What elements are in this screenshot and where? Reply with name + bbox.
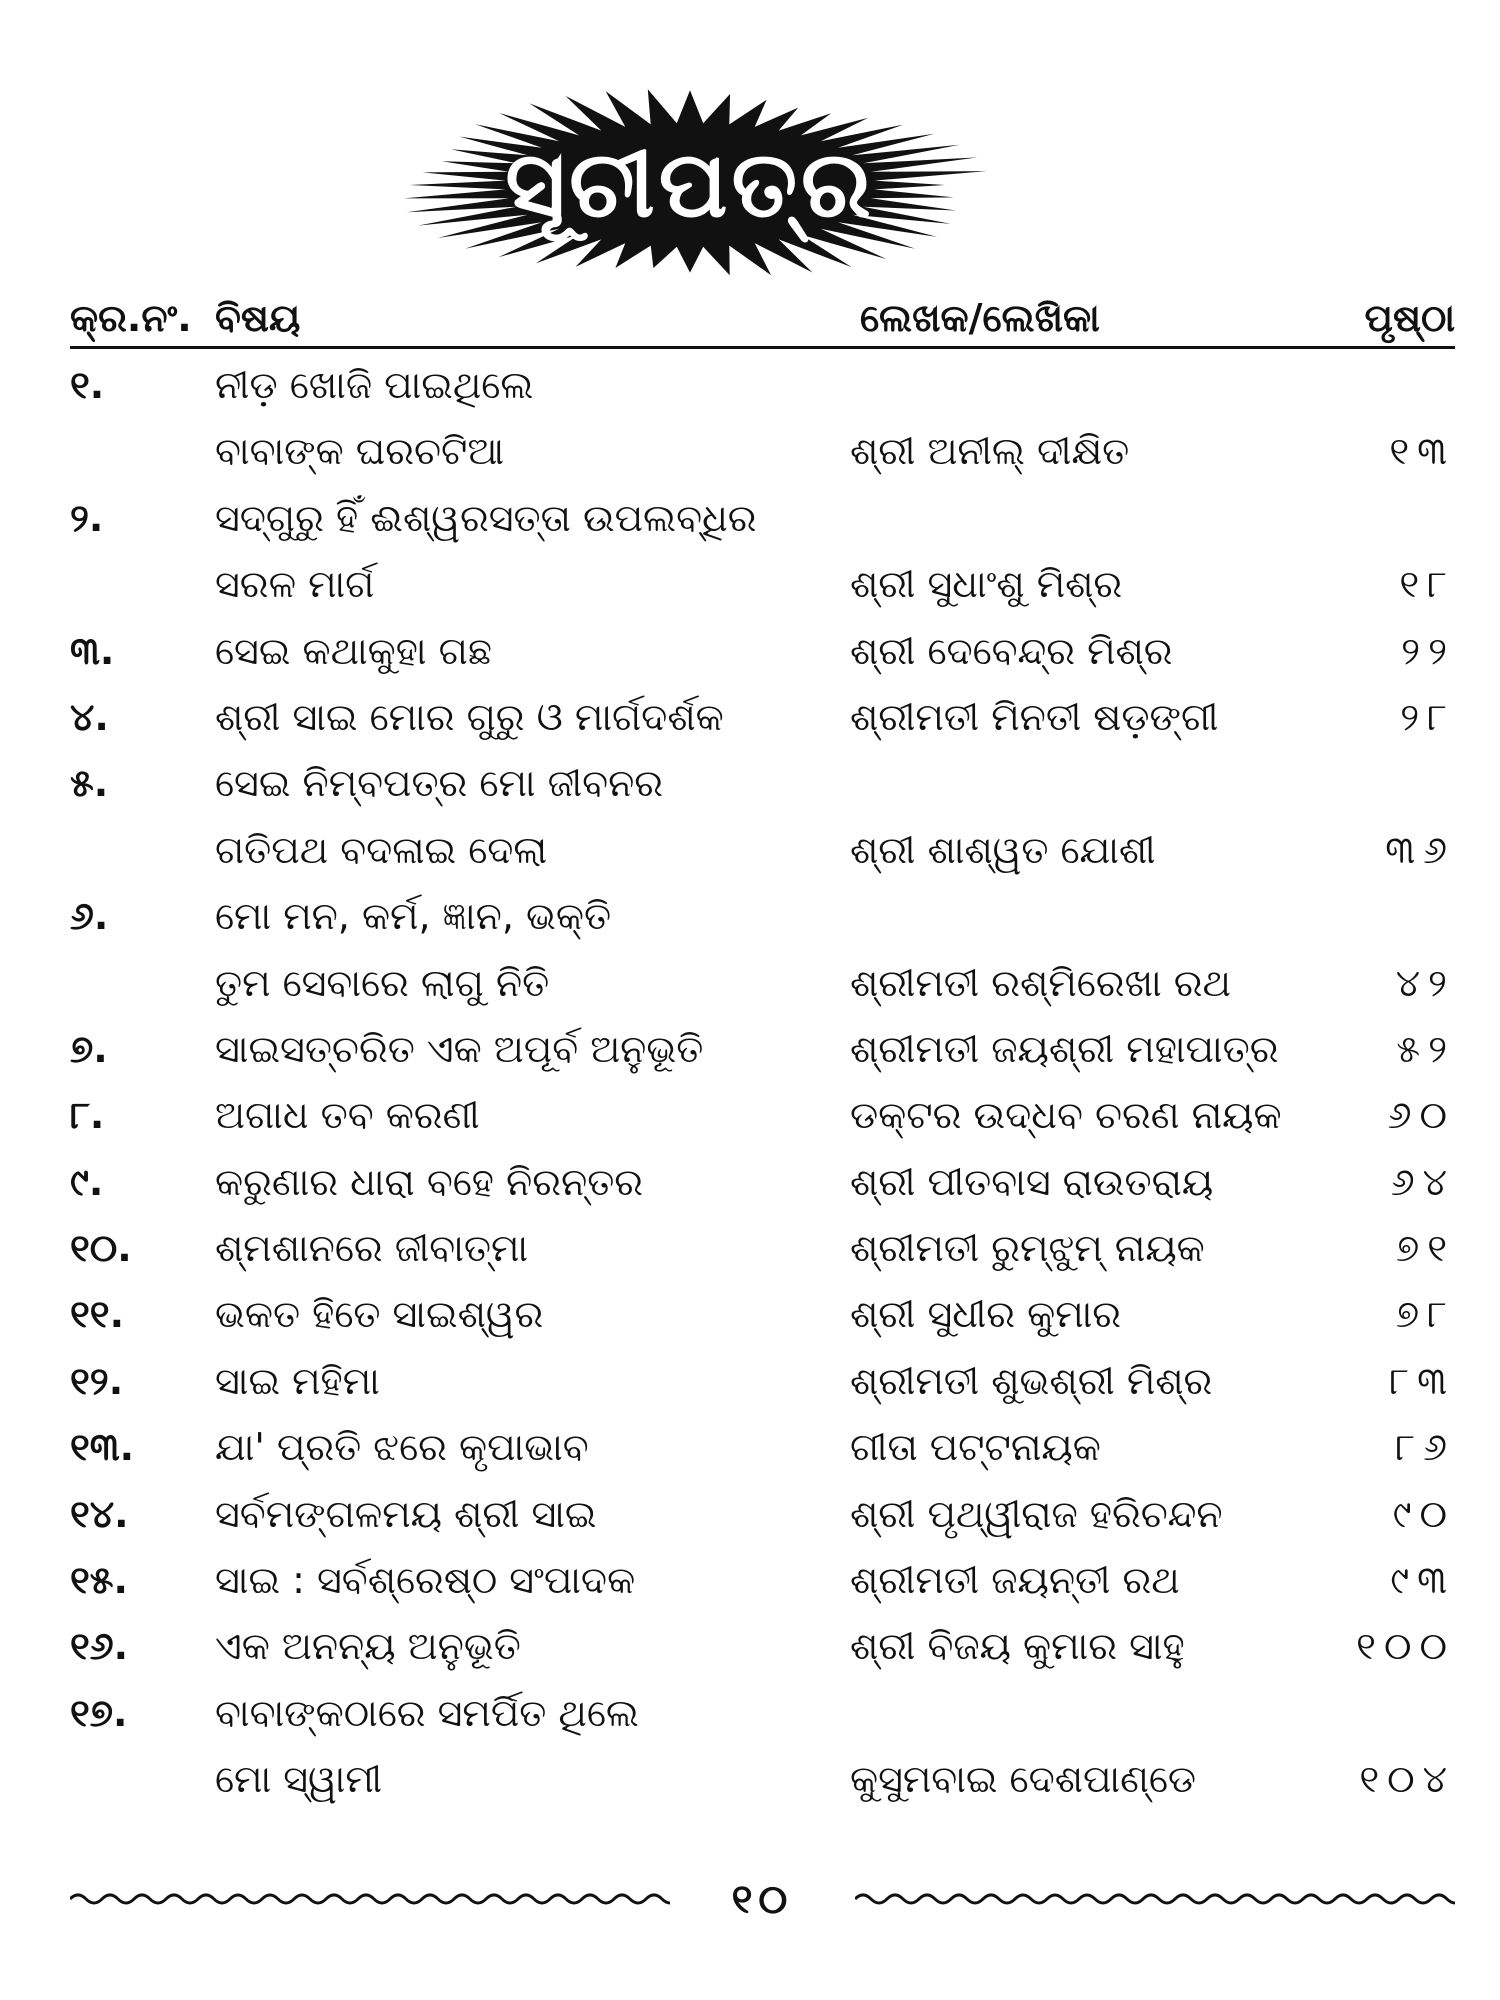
row-topic: ଶ୍ମଶାନରେ ଜୀବାତ୍ମା — [215, 1226, 529, 1271]
toc-row — [70, 1082, 1455, 1148]
toc-row — [70, 1547, 1455, 1613]
page-title: ସୂଚୀପତ୍ର — [505, 130, 875, 238]
row-number: ୧୩. — [70, 1425, 135, 1470]
row-page: ୨୨ — [1401, 628, 1455, 673]
row-number: ୧୧. — [70, 1292, 125, 1337]
row-topic: ଗତିପଥ ବଦଳାଇ ଦେଲା — [215, 827, 548, 872]
row-topic: ସାଇ ମହିମା — [215, 1358, 380, 1403]
row-page: ୮୬ — [1395, 1425, 1455, 1470]
row-page: ୭୮ — [1395, 1292, 1455, 1337]
row-number: ୮. — [70, 1093, 105, 1138]
row-topic: ସଦ୍‌ଗୁରୁ ହିଁ ଈଶ୍ୱରସତ୍ତା ଉପଲବ୍ଧିର — [215, 495, 757, 540]
toc-row — [70, 1680, 1455, 1746]
page-number: ୧୦ — [731, 1877, 794, 1923]
row-page: ୩୬ — [1385, 827, 1455, 872]
toc-row — [70, 883, 1455, 949]
row-page: ୯୦ — [1392, 1491, 1455, 1536]
row-author: ଶ୍ରୀ ଶାଶ୍ୱତ ଯୋଶୀ — [850, 827, 1156, 872]
toc-row — [70, 1215, 1455, 1281]
row-number: ୪. — [70, 694, 109, 739]
row-topic: ତୁମ ସେବାରେ ଲାଗୁ ନିତି — [215, 960, 550, 1005]
row-number: ୧୦. — [70, 1226, 132, 1271]
toc-row — [70, 1281, 1455, 1347]
row-author: ଗୀତା ପଟ୍ଟନାୟକ — [850, 1425, 1101, 1470]
row-author: ଶ୍ରୀ ଅନୀଲ୍ ଦୀକ୍ଷିତ — [850, 429, 1130, 474]
row-topic: ଯା' ପ୍ରତି ଝରେ କୃପାଭାବ — [215, 1425, 589, 1470]
toc-row — [70, 1481, 1455, 1547]
row-page: ୫୨ — [1396, 1026, 1455, 1071]
row-author: ଡକ୍ଟର ଉଦ୍ଧବ ଚରଣ ନାୟକ — [850, 1093, 1282, 1138]
row-author: ଶ୍ରୀମତୀ ରଶ୍ମିରେଖା ରଥ — [850, 960, 1231, 1005]
toc-row — [70, 1348, 1455, 1414]
row-author: ଶ୍ରୀମତୀ ଜୟନ୍ତୀ ରଥ — [850, 1558, 1180, 1603]
title-starburst — [385, 85, 995, 285]
row-topic: ଅଗାଧ ତବ କରଣୀ — [215, 1093, 480, 1138]
row-page: ୬୦ — [1387, 1093, 1455, 1138]
row-topic: ମୋ ସ୍ୱାମୀ — [215, 1757, 383, 1802]
row-topic: ସେଇ କଥାକୁହା ଗଛ — [215, 628, 492, 673]
row-page: ୬୪ — [1390, 1159, 1455, 1204]
toc-row — [70, 352, 1455, 418]
row-author: ଶ୍ରୀ ସୁଧୀର କୁମାର — [850, 1292, 1122, 1337]
row-number: ୧୫. — [70, 1558, 128, 1603]
header-divider — [70, 346, 1455, 349]
row-page: ୪୨ — [1395, 960, 1455, 1005]
wave-divider-right — [855, 1888, 1455, 1910]
row-number: ୭. — [70, 1026, 108, 1071]
toc-row — [70, 817, 1455, 883]
row-topic: କରୁଣାର ଧାରା ବହେ ନିରନ୍ତର — [215, 1159, 644, 1204]
toc-list — [70, 352, 1455, 1813]
wave-divider-left — [70, 1888, 670, 1910]
row-page: ୧୦୪ — [1359, 1757, 1455, 1802]
row-topic: ନୀଡ଼ ଖୋଜି ପାଇଥିଲେ — [215, 363, 534, 407]
row-page: ୧୮ — [1399, 562, 1455, 607]
row-author: ଶ୍ରୀ ପୃଥ୍ୱୀରାଜ ହରିଚନ୍ଦନ — [850, 1491, 1223, 1536]
row-page: ୨୮ — [1400, 694, 1455, 739]
row-author: ଶ୍ରୀ ଦେବେନ୍ଦ୍ର ମିଶ୍ର — [850, 628, 1173, 673]
toc-row — [70, 485, 1455, 551]
header-topic: ବିଷୟ — [215, 296, 301, 340]
row-number: ୧୨. — [70, 1358, 124, 1403]
row-topic: ମୋ ମନ, କର୍ମ, ଜ୍ଞାନ, ଭକ୍ତି — [215, 894, 612, 939]
row-topic: ବାବାଙ୍କଠାରେ ସମର୍ପିତ ଥିଲେ — [215, 1690, 639, 1735]
row-author: କୁସୁମବାଇ ଦେଶପାଣ୍ଡେ — [850, 1757, 1197, 1802]
row-number: ୫. — [70, 761, 109, 806]
row-topic: ଶ୍ରୀ ସାଇ ମୋର ଗୁରୁ ଓ ମାର୍ଗଦର୍ଶକ — [215, 694, 724, 739]
row-author: ଶ୍ରୀମତୀ ମିନତୀ ଷଡ଼ଙ୍ଗୀ — [850, 694, 1219, 739]
row-number: ୨. — [70, 495, 104, 540]
row-author: ଶ୍ରୀମତୀ ରୁମ୍‌ଝୁମ୍ ନାୟକ — [850, 1226, 1205, 1271]
row-author: ଶ୍ରୀମତୀ ଜୟଶ୍ରୀ ମହାପାତ୍ର — [850, 1026, 1279, 1071]
row-page: ୧୩ — [1389, 429, 1455, 474]
row-page: ୧୦୦ — [1356, 1624, 1455, 1669]
toc-header — [70, 292, 1455, 344]
row-page: ୭୧ — [1395, 1226, 1455, 1271]
row-topic: ବାବାଙ୍କ ଘରଚଟିଆ — [215, 429, 505, 474]
toc-row — [70, 1414, 1455, 1480]
row-author: ଶ୍ରୀ ସୁଧାଂଶୁ ମିଶ୍ର — [850, 562, 1123, 607]
page-footer — [70, 1877, 1455, 1923]
row-author: ଶ୍ରୀ ବିଜୟ କୁମାର ସାହୁ — [850, 1624, 1185, 1669]
header-author: ଲେଖକ/ଲେଖିକା — [860, 296, 1100, 340]
row-number: ୩. — [70, 628, 115, 673]
row-number: ୧. — [70, 363, 105, 407]
header-serial: କ୍ର.ନଂ. — [70, 296, 192, 340]
toc-row — [70, 1149, 1455, 1215]
row-page: ୮୩ — [1389, 1358, 1455, 1403]
row-author: ଶ୍ରୀମତୀ ଶୁଭଶ୍ରୀ ମିଶ୍ର — [850, 1358, 1213, 1403]
toc-row — [70, 418, 1455, 484]
row-number: ୯. — [70, 1159, 104, 1204]
toc-row — [70, 551, 1455, 617]
toc-row — [70, 618, 1455, 684]
row-author: ଶ୍ରୀ ପୀତବାସ ରାଉତରାୟ — [850, 1159, 1214, 1204]
row-number: ୧୪. — [70, 1491, 129, 1536]
row-number: ୧୭. — [70, 1690, 128, 1735]
row-number: ୬. — [70, 894, 109, 939]
row-topic: ଏକ ଅନନ୍ୟ ଅନୁଭୂତି — [215, 1624, 521, 1669]
row-number: ୧୬. — [70, 1624, 129, 1669]
row-topic: ଭକତ ହିତେ ସାଇଶ୍ୱର — [215, 1292, 544, 1337]
toc-row — [70, 1016, 1455, 1082]
row-topic: ସାଇ : ସର୍ବଶ୍ରେଷ୍ଠ ସଂପାଦକ — [215, 1558, 636, 1603]
header-page: ପୃଷ୍ଠା — [1364, 296, 1455, 340]
toc-row — [70, 950, 1455, 1016]
row-topic: ସେଇ ନିମ୍ବପତ୍ର ମୋ ଜୀବନର — [215, 761, 664, 806]
row-page: ୯୩ — [1390, 1558, 1455, 1603]
row-topic: ସରଳ ମାର୍ଗ — [215, 562, 375, 607]
row-topic: ସର୍ବମଙ୍ଗଳମୟ ଶ୍ରୀ ସାଇ — [215, 1491, 597, 1536]
toc-row — [70, 1746, 1455, 1812]
toc-row — [70, 1613, 1455, 1679]
toc-row — [70, 684, 1455, 750]
toc-row — [70, 750, 1455, 816]
row-topic: ସାଇସତ୍‌ଚରିତ ଏକ ଅପୂର୍ବ ଅନୁଭୂତି — [215, 1026, 704, 1071]
